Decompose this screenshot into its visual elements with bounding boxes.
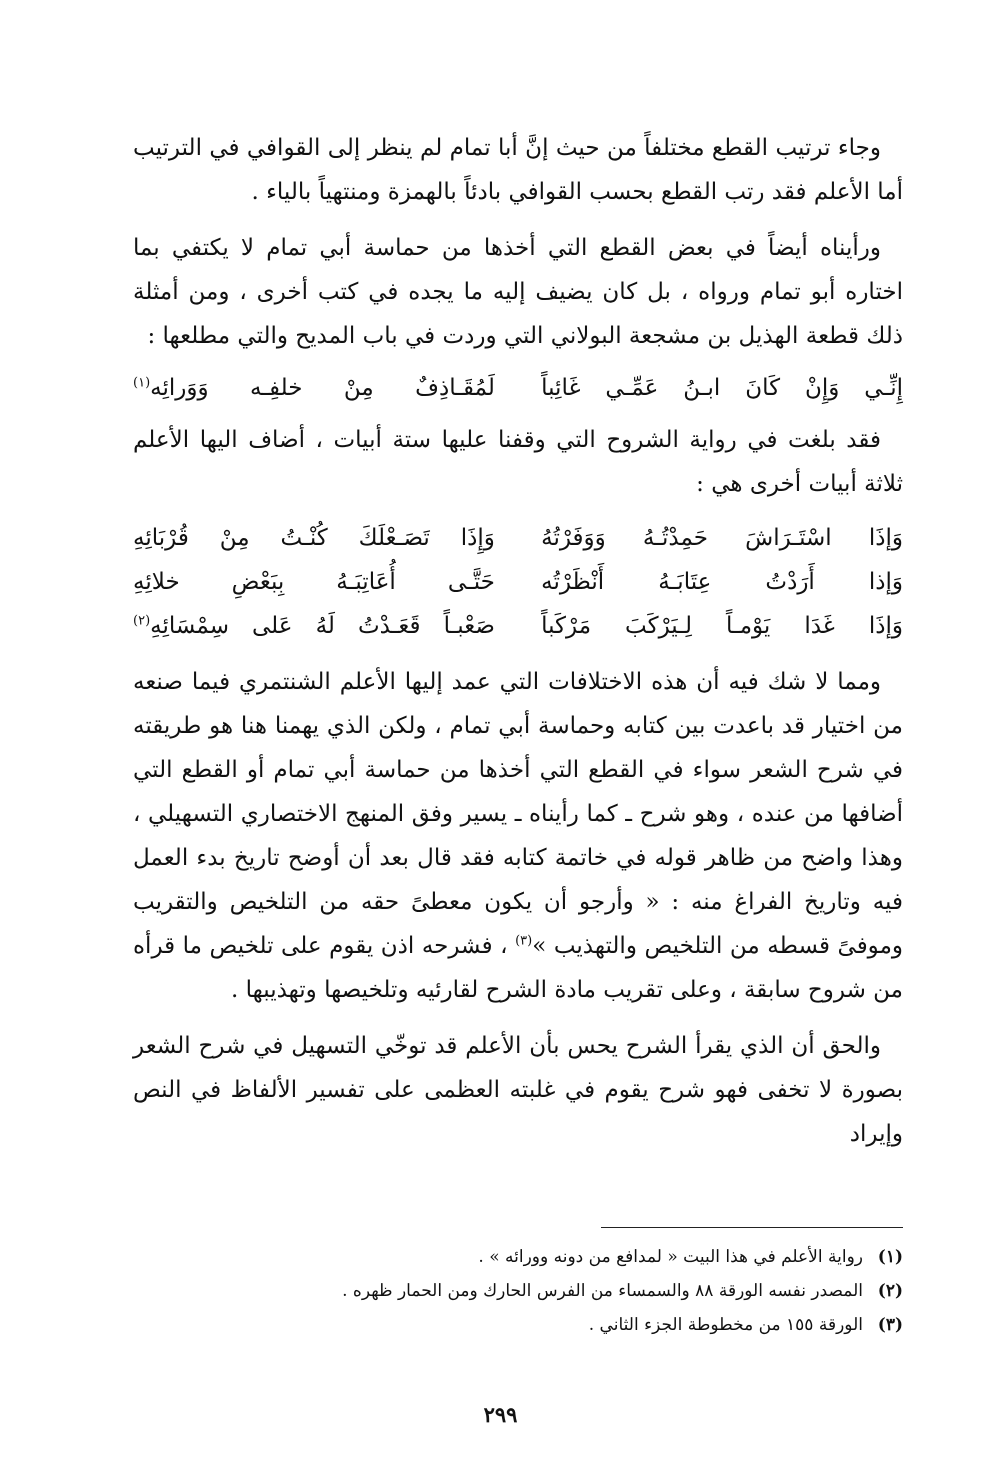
paragraph-4-text: ومما لا شك فيه أن هذه الاختلافات التي عمد إليها الأعلم الشنتمري فيما صنعه من اختيار قد باعدت بين كتابه وحماسة أبي تمام ، ولكن الذي يهمنا هنا هو طريقته في شرح الشعر سواء في القطع التي أخذها من حماسة أبي تمام أو القطع التي أضافها من عنده ، وهو شرح ـ كما رأيناه ـ يسير وفق المنهج الاختصاري التسهيلي ، وهذا واضح من ظاهر قوله في خاتمة كتابه فقد قال بعد أن أوضح تاريخ بدء العمل فيه وتاريخ الفراغ منه : « وأرجو أن يكون معطىً حقه من التلخيص والتقريب وموفىً قسطه من التلخيص والتهذيب » (133, 669, 903, 959)
verse-second-text: صَعْبـاً قَعَـدْتُ لَهُ عَلى سِمْسَائِهِ (150, 613, 495, 639)
paragraph-4 (133, 660, 903, 1012)
footnote-item (133, 1240, 903, 1274)
verse-second-hemistich (133, 604, 495, 648)
verse-first-hemistich: وَإذَا غَدَا يَوْمـاً لِـيَرْكَبَ مَرْكَباً (541, 613, 903, 639)
verse-group (133, 516, 903, 648)
paragraph-3: فقد بلغت في رواية الشروح التي وقفنا عليها ستة أبيات ، أضاف اليها الأعلم ثلاثة أبيات أخرى هي : (133, 427, 903, 497)
footnote-ref-3: (٣) (515, 933, 533, 949)
footnote-ref-1: (١) (133, 375, 151, 391)
verse-second-hemistich: حَتَّـى أُعَاتِبَـهُ بِبَعْضِ خلائِهِ (133, 569, 495, 595)
paragraph-1: وجاء ترتيب القطع مختلفاً من حيث إنَّ أبا تمام لم ينظر إلى القوافي في الترتيب أما الأعلم فقد رتب القطع بحسب القوافي بادئاً بالهمزة ومنتهياً بالياء . (133, 135, 903, 205)
footnote-item (133, 1308, 903, 1342)
footnote-number: (١) (877, 1247, 903, 1267)
footnote-text: رواية الأعلم في هذا البيت « لمدافع من دونه وورائه » . (478, 1247, 863, 1267)
footnote-item (133, 1274, 903, 1308)
verse-line (133, 516, 903, 560)
verse-line (133, 366, 903, 410)
verse-second-hemistich (133, 366, 495, 410)
footnotes (133, 1240, 903, 1342)
verse-first-hemistich: إِنِّـي وَإِنْ كَانَ ابـنُ عَمِّـي غَائِباً (541, 375, 903, 401)
verse-first-hemistich: وَإذَا اسْتَـرَاشَ حَمِدْتُـهُ وَوَفَرْتُهُ (541, 525, 903, 551)
verse-line (133, 560, 903, 604)
verse-line (133, 604, 903, 648)
footnote-number: (٣) (877, 1315, 903, 1335)
paragraph-2: ورأيناه أيضاً في بعض القطع التي أخذها من حماسة أبي تمام لا يكتفي بما اختاره أبو تمام ورواه ، بل كان يضيف إليه ما يجده في كتب أخرى ، ومن أمثلة ذلك قطعة الهذيل بن مشجعة البولاني التي وردت في باب المديح والتي مطلعها : (133, 235, 903, 349)
footnote-ref-2: (٢) (133, 613, 151, 629)
verse-second-hemistich: وَإِذَا تَصَـعْلَكَ كُنْـتُ مِنْ قُرْبَائِهِ (133, 525, 495, 551)
footnote-separator (601, 1227, 903, 1228)
footnote-number: (٢) (877, 1281, 903, 1301)
paragraph-5: والحق أن الذي يقرأ الشرح يحس بأن الأعلم قد توخّي التسهيل في شرح الشعر بصورة لا تخفى فهو شرح يقوم في غلبته العظمى على تفسير الألفاظ في النص وإيراد (133, 1033, 903, 1147)
footnote-text: المصدر نفسه الورقة ٨٨ والسمساء من الفرس الحارك ومن الحمار ظهره . (342, 1281, 863, 1301)
verse-second-text: لَمُقَـاذِفٌ مِنْ خلفِـه وَوَرائِه (150, 375, 495, 401)
main-text (133, 126, 903, 1156)
verse-first-hemistich: وَإذا أَرَدْتُ عِتَابَـهُ أَنْظَرْتُه (541, 569, 903, 595)
paragraph-4-tail: ، فشرحه اذن يقوم على تلخيص ما قرأه من شروح سابقة ، وعلى تقريب مادة الشرح لقارئيه وتلخيصها وتهذيبها . (133, 933, 903, 1003)
footnote-text: الورقة ١٥٥ من مخطوطة الجزء الثاني . (588, 1315, 863, 1335)
page-number: ٢٩٩ (483, 1402, 518, 1427)
